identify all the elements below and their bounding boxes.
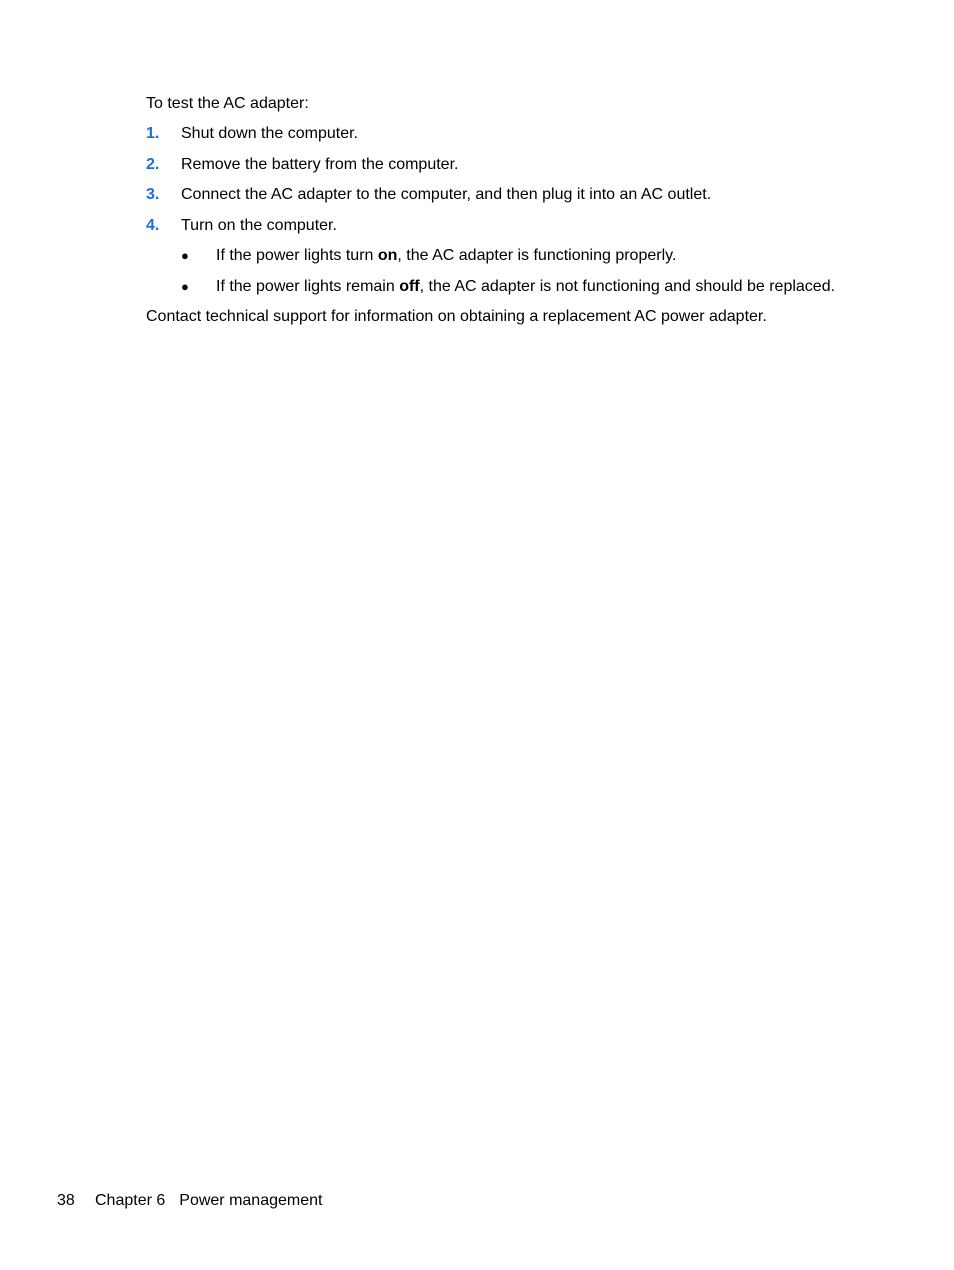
bullet-text-after: , the AC adapter is not functioning and should be replaced. xyxy=(419,278,836,295)
bullet-text-bold: off xyxy=(399,278,420,295)
bullet-text-before: If the power lights remain xyxy=(216,278,400,295)
step-text: Remove the battery from the computer. xyxy=(181,156,459,173)
step-text: Connect the AC adapter to the computer, and then plug it into an AC outlet. xyxy=(181,186,712,203)
step-number: 1. xyxy=(146,125,160,142)
step-number: 4. xyxy=(146,217,160,234)
step-text: Turn on the computer. xyxy=(181,217,337,234)
footer-chapter: Chapter 6 xyxy=(95,1192,166,1209)
bullet-text-bold: on xyxy=(377,247,398,264)
page-footer xyxy=(57,1191,322,1211)
intro-text: To test the AC adapter: xyxy=(146,95,309,112)
page-number: 38 xyxy=(57,1192,75,1209)
bullet-text xyxy=(216,246,676,266)
step-number: 3. xyxy=(146,186,160,203)
bullet-icon: ● xyxy=(181,279,189,294)
bullet-text xyxy=(216,277,835,297)
closing-text: Contact technical support for information on obtaining a replacement AC power adapter. xyxy=(146,308,767,325)
bullet-icon: ● xyxy=(181,248,189,263)
bullet-text-before: If the power lights turn xyxy=(216,247,378,264)
step-number: 2. xyxy=(146,156,160,173)
footer-section: Power management xyxy=(179,1192,323,1209)
step-text: Shut down the computer. xyxy=(181,125,358,142)
bullet-text-after: , the AC adapter is functioning properly. xyxy=(397,247,677,264)
